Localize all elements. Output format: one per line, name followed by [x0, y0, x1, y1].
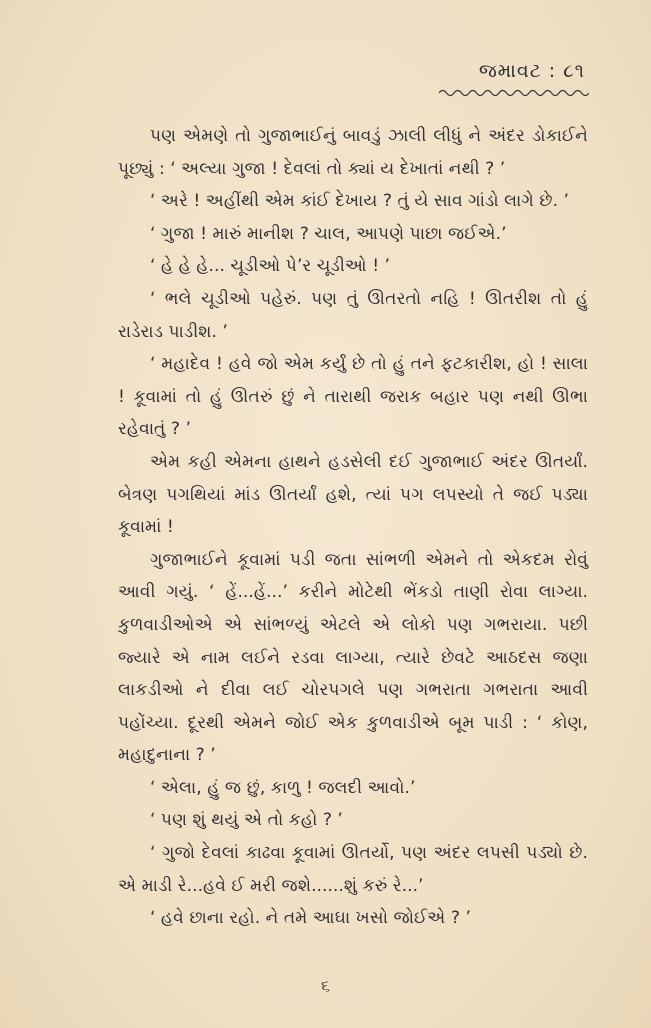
paragraph-3: ‘ ગુજા ! મારું માનીશ ? ચાલ, આપણે પાછા જઈએ.’	[150, 223, 507, 244]
paragraph-8: ગુજાભાઈને કૂવામાં પડી જતા સાંભળી એમને તો એકદમ રોવું આવી ગયું. ‘ હેં...હેં...’ કરીને મોટેથી ભેંકડો તાણી રોવા લાગ્યા. કુળવાડીઓએ એ સાંભળ્યું એટલે એ લોકો પણ ગભરાયા. પછી જ્યારે એ નામ લઈને રડવા લાગ્યા, ત્યારે છેવટે આઠદસ જણા લાકડીઓ ને દીવા લઈ ચોરપગલે પણ ગભરાતા ગભરાતા આવી પહોંચ્યા. દૂરથી એમને જોઈ એક કુળવાડીએ બૂમ પાડી : ‘ કોણ, મહાદુનાના ? ’	[118, 549, 588, 766]
body-text	[118, 120, 588, 935]
paragraph-2: ‘ અરે ! અહીંથી એમ કાંઈ દેખાય ? તું યે સાવ ગાંડો લાગે છે. ’	[150, 191, 570, 212]
paragraph-4: ‘ હે હે હે... ચૂડીઓ પે’ર ચૂડીઓ ! ’	[150, 256, 391, 277]
paragraph-12: ‘ હવે છાના રહો. ને તમે આઘા ખસો જોઈએ ? ’	[150, 908, 471, 929]
paragraph-9: ‘ એલા, હું જ છું, કાળુ ! જલદી આવો.’	[150, 777, 416, 798]
paragraph-5: ‘ ભલે ચૂડીઓ પહેરું. પણ તું ઊતરતો નહિ ! ઊતરીશ તો હું રાડેરાડ પાડીશ. ’	[118, 288, 588, 342]
paragraph-10: ‘ પણ શું થયું એ તો કહો ? ’	[150, 810, 343, 831]
decorative-wavy-rule	[439, 88, 589, 98]
running-head: જમાવટ : ૮૧	[478, 60, 585, 82]
signature-mark: ૬	[321, 976, 330, 995]
paragraph-6: ‘ મહાદેવ ! હવે જો એમ કર્યું છે તો હું તને ફટકારીશ, હો ! સાલા ! કૂવામાં તો હું ઊતરું છું ને તારાથી જરાક બહાર પણ નથી ઊભા રહેવાતું ? ’	[118, 354, 588, 440]
paragraph-11: ‘ ગુજો દેવલાં કાઢવા કૂવામાં ઊતર્યો, પણ અંદર લપસી પડ્યો છે. એ માડી રે...હવે ઈ મરી જશે......શું કરું રે...’	[118, 843, 588, 896]
paragraph-1: પણ એમણે તો ગુજાભાઈનું બાવડું ઝાલી લીધું ને અંદર ડોકાઈને પૂછ્યું : ‘ અલ્યા ગુજા ! દેવલાં તો ક્યાં ય દેખાતાં નથી ? ’	[118, 126, 588, 179]
paragraph-7: એમ કહી એમના હાથને હડસેલી દઈ ગુજાભાઈ અંદર ઊતર્યાં. બેત્રણ પગથિયાં માંડ ઊતર્યાં હશે, ત્યાં પગ લપસ્યો તે જઈ પડ્યા કૂવામાં !	[118, 451, 588, 538]
